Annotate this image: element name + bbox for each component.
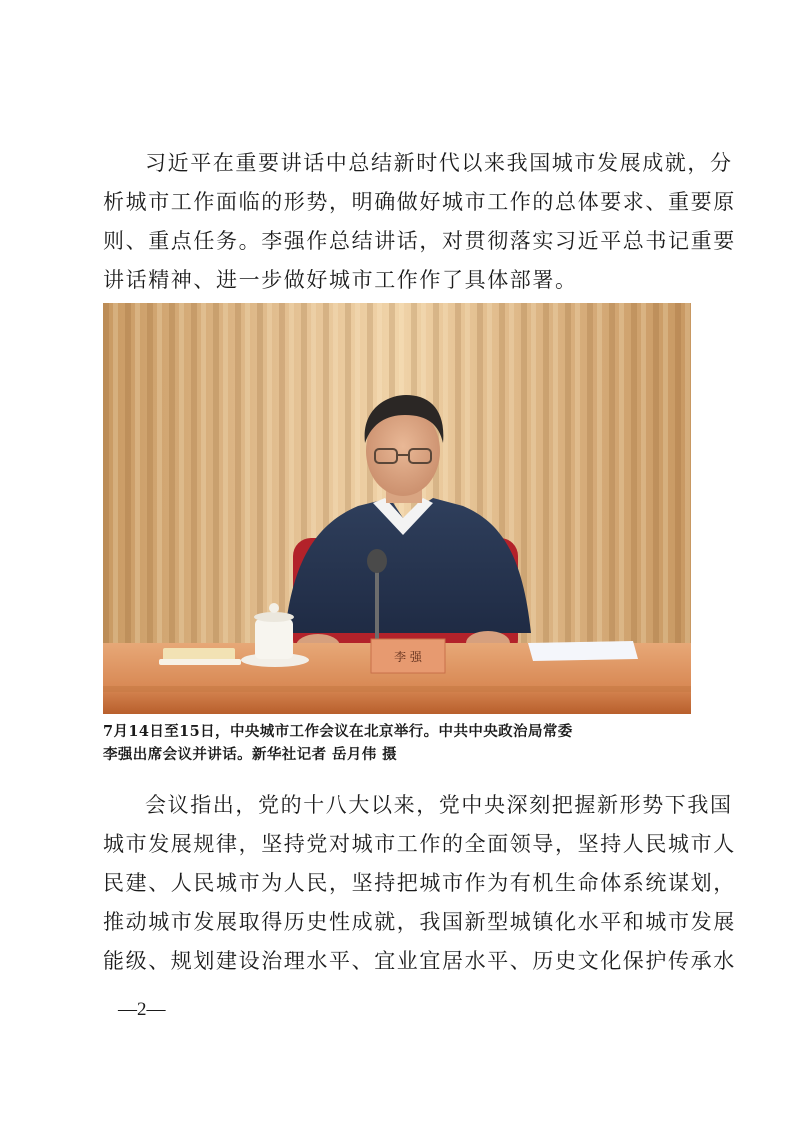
- paragraph-line: 讲话精神、进一步做好城市工作作了具体部署。: [103, 268, 578, 292]
- paragraph-1: [103, 144, 736, 300]
- paragraph-line: 析城市工作面临的形势，明确做好城市工作的总体要求、重要原: [103, 190, 736, 214]
- paragraph-line: 能级、规划建设治理水平、宜业宜居水平、历史文化保护传承水: [103, 949, 736, 973]
- paragraph-line: 习近平在重要讲话中总结新时代以来我国城市发展成就，分: [145, 151, 733, 175]
- caption-line: 李强出席会议并讲话。新华社记者 岳月伟 摄: [103, 746, 397, 763]
- paragraph-line: 会议指出，党的十八大以来，党中央深刻把握新形势下我国: [145, 793, 733, 817]
- news-photo: [103, 303, 691, 714]
- paragraph-2: [103, 786, 736, 981]
- paragraph-line: 城市发展规律，坚持党对城市工作的全面领导，坚持人民城市人: [103, 832, 736, 856]
- photo-caption: [103, 720, 695, 766]
- caption-line: 7月14日至15日，中央城市工作会议在北京举行。中共中央政治局常委: [103, 723, 573, 740]
- paragraph-line: 推动城市发展取得历史性成就，我国新型城镇化水平和城市发展: [103, 910, 736, 934]
- page-number: —2—: [118, 999, 166, 1020]
- meeting-photo-illustration: [103, 303, 691, 714]
- paragraph-line: 民建、人民城市为人民，坚持把城市作为有机生命体系统谋划，: [103, 871, 736, 895]
- paragraph-line: 则、重点任务。李强作总结讲话，对贯彻落实习近平总书记重要: [103, 229, 736, 253]
- nameplate-text: 李 强: [394, 650, 422, 664]
